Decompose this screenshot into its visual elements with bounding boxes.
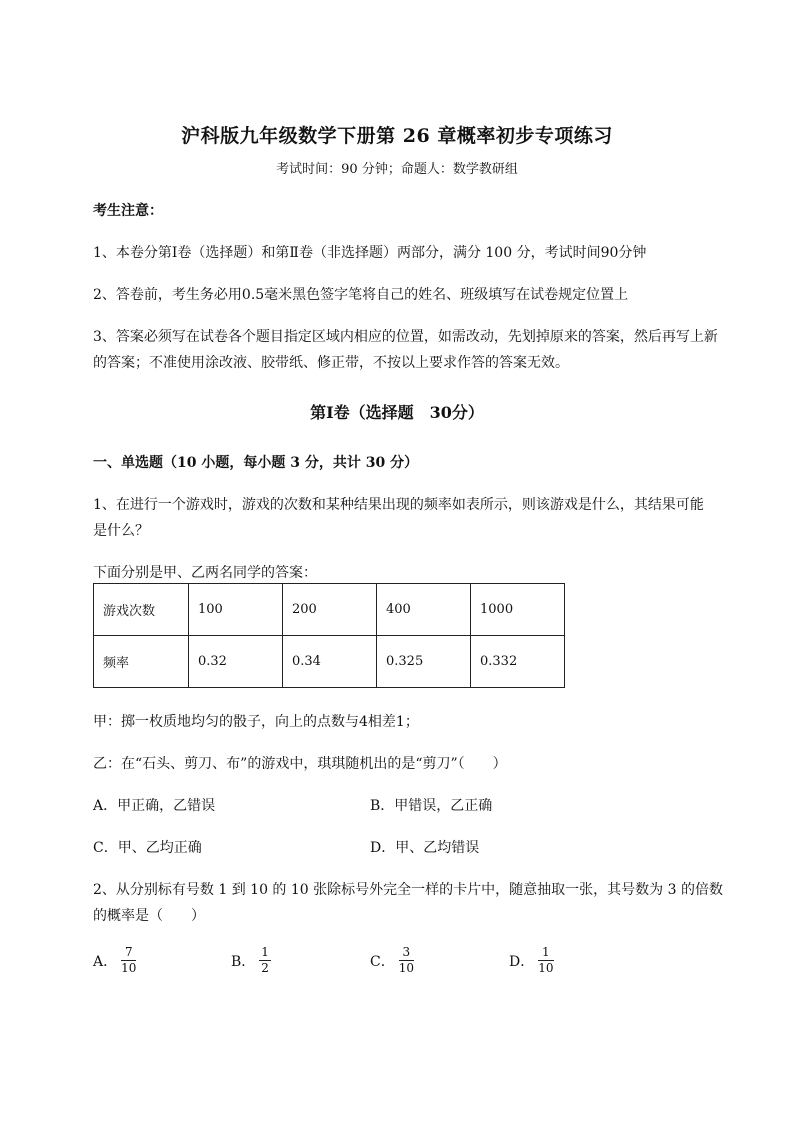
q2-stem: 2、从分别标有号数 1 到 10 的 10 张除标号外完全一样的卡片中，随意抽取一张，其号数为 3 的倍数 xyxy=(93,882,723,898)
fraction xyxy=(259,946,271,975)
section-title: 第Ⅰ卷（选择题 30分） xyxy=(310,403,484,422)
q1-stem-cont: 是什么？ xyxy=(93,523,149,539)
table-cell: 频率 xyxy=(94,636,189,688)
q2-option-d[interactable] xyxy=(509,946,554,975)
fraction xyxy=(399,946,414,975)
q1-option-b[interactable]: B．甲错误，乙正确 xyxy=(370,798,493,814)
frequency-table xyxy=(93,583,565,688)
table-row xyxy=(94,584,565,636)
q2-option-b[interactable] xyxy=(231,946,271,975)
q1-intro: 下面分别是甲、乙两名同学的答案： xyxy=(93,565,317,581)
notice-heading: 考生注意： xyxy=(93,203,163,219)
table-cell: 100 xyxy=(189,584,283,636)
option-label: C． xyxy=(370,953,395,970)
fraction-denominator: 2 xyxy=(261,961,269,975)
fraction xyxy=(121,946,136,975)
option-label: A． xyxy=(93,953,118,970)
table-cell: 0.332 xyxy=(471,636,565,688)
notice-item-1: 1、本卷分第Ⅰ卷（选择题）和第Ⅱ卷（非选择题）两部分，满分 100 分，考试时间90分钟 xyxy=(93,245,647,261)
fraction xyxy=(538,946,553,975)
notice-item-3-cont: 的答案；不准使用涂改液、胶带纸、修正带，不按以上要求作答的答案无效。 xyxy=(93,355,569,371)
option-label: B． xyxy=(231,953,256,970)
table-cell: 0.325 xyxy=(377,636,471,688)
page-title: 沪科版九年级数学下册第 26 章概率初步专项练习 xyxy=(181,125,613,147)
table-cell: 400 xyxy=(377,584,471,636)
q2-option-a[interactable] xyxy=(93,946,136,975)
table-cell: 游戏次数 xyxy=(94,584,189,636)
table-row xyxy=(94,636,565,688)
fraction-numerator: 1 xyxy=(538,946,553,961)
part-heading: 一、单选题（10 小题，每小题 3 分，共计 30 分） xyxy=(93,455,419,471)
q1-answer-yi: 乙：在“石头、剪刀、布”的游戏中，琪琪随机出的是“剪刀”（ ） xyxy=(93,756,507,772)
table-cell: 1000 xyxy=(471,584,565,636)
exam-info: 考试时间：90 分钟；命题人：数学教研组 xyxy=(276,162,518,177)
fraction-denominator: 10 xyxy=(121,961,137,975)
fraction-numerator: 1 xyxy=(261,945,269,959)
fraction-denominator: 10 xyxy=(398,961,414,975)
fraction-denominator: 10 xyxy=(538,961,554,975)
fraction-numerator: 3 xyxy=(399,946,414,961)
q1-answer-jia: 甲：掷一枚质地均匀的骰子，向上的点数与4相差1； xyxy=(93,714,419,730)
notice-item-2: 2、答卷前，考生务必用0.5毫米黑色签字笔将自己的姓名、班级填写在试卷规定位置上 xyxy=(93,287,629,303)
q2-option-c[interactable] xyxy=(370,946,414,975)
option-label: D． xyxy=(509,953,535,970)
q1-stem: 1、在进行一个游戏时，游戏的次数和某种结果出现的频率如表所示，则该游戏是什么，其结果可能 xyxy=(93,497,704,513)
q2-stem-cont: 的概率是（ ） xyxy=(93,908,205,924)
fraction-numerator: 7 xyxy=(121,946,136,961)
q1-option-a[interactable]: A．甲正确，乙错误 xyxy=(93,798,216,814)
q1-option-c[interactable]: C．甲、乙均正确 xyxy=(93,840,202,856)
table-cell: 0.34 xyxy=(283,636,377,688)
table-cell: 0.32 xyxy=(189,636,283,688)
notice-item-3: 3、答案必须写在试卷各个题目指定区域内相应的位置，如需改动，先划掉原来的答案，然后再写上新 xyxy=(93,329,718,345)
q1-option-d[interactable]: D．甲、乙均错误 xyxy=(370,840,480,856)
table-cell: 200 xyxy=(283,584,377,636)
